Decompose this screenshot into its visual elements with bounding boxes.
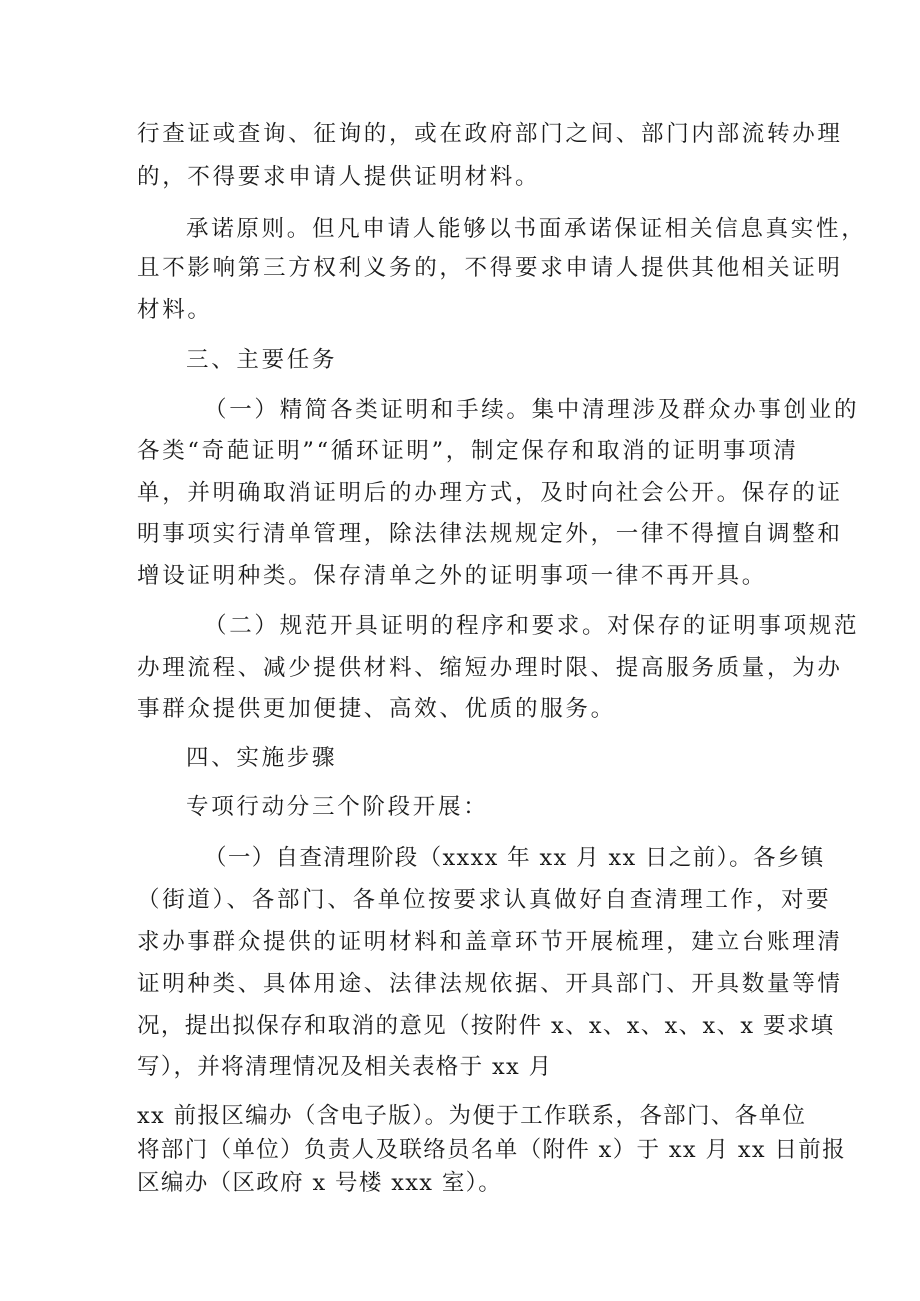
section-heading: 三、主要任务 <box>186 347 338 373</box>
text-line: （一）自查清理阶段（xxxx 年 xx 月 xx 日之前）。各乡镇 <box>204 845 825 871</box>
text-line: （街道）、各部门、各单位按要求认真做好自查清理工作，对要 <box>137 887 832 913</box>
text-line: 将部门（单位）负责人及联络员名单（附件 x）于 xx 月 xx 日前报 <box>137 1137 846 1163</box>
text-line: 区编办（区政府 x 号楼 xxx 室）。 <box>137 1170 503 1196</box>
text-line: 明事项实行清单管理，除法律法规规定外，一律不得擅自调整和 <box>137 521 843 547</box>
text-line: 承诺原则。但凡申请人能够以书面承诺保证相关信息真实性， <box>186 216 867 242</box>
text-line: 证明种类、具体用途、法律法规依据、开具部门、开具数量等情 <box>137 971 843 997</box>
text-line: 增设证明种类。保存清单之外的证明事项一律不再开具。 <box>137 563 768 589</box>
text-line: 材料。 <box>137 297 213 323</box>
text-line: （一）精简各类证明和手续。集中清理涉及群众办事创业的 <box>204 397 860 423</box>
text-line: 事群众提供更加便捷、高效、优质的服务。 <box>137 696 616 722</box>
text-line: 求办事群众提供的证明材料和盖章环节开展梳理，建立台账理清 <box>137 929 843 955</box>
text-line: 写），并将清理情况及相关表格于 xx 月 <box>137 1054 553 1080</box>
text-line: xx 前报区编办（含电子版）。为便于工作联系，各部门、各单位 <box>137 1103 807 1129</box>
text-line: 单，并明确取消证明后的办理方式，及时向社会公开。保存的证 <box>137 480 843 506</box>
text-line: 各类“奇葩证明”“循环证明”，制定保存和取消的证明事项清 <box>137 438 799 464</box>
section-heading: 四、实施步骤 <box>186 745 338 771</box>
text-line: 的，不得要求申请人提供证明材料。 <box>137 164 541 190</box>
text-line: 况，提出拟保存和取消的意见（按附件 x、x、x、x、x、x 要求填 <box>137 1013 835 1039</box>
text-line: 行查证或查询、征询的，或在政府部门之间、部门内部流转办理 <box>137 121 843 147</box>
text-line: 专项行动分三个阶段开展： <box>186 794 489 820</box>
text-line: 办理流程、减少提供材料、缩短办理时限、提高服务质量，为办 <box>137 655 843 681</box>
text-line: 且不影响第三方权利义务的，不得要求申请人提供其他相关证明 <box>137 255 843 281</box>
text-line: （二）规范开具证明的程序和要求。对保存的证明事项规范 <box>204 613 860 639</box>
